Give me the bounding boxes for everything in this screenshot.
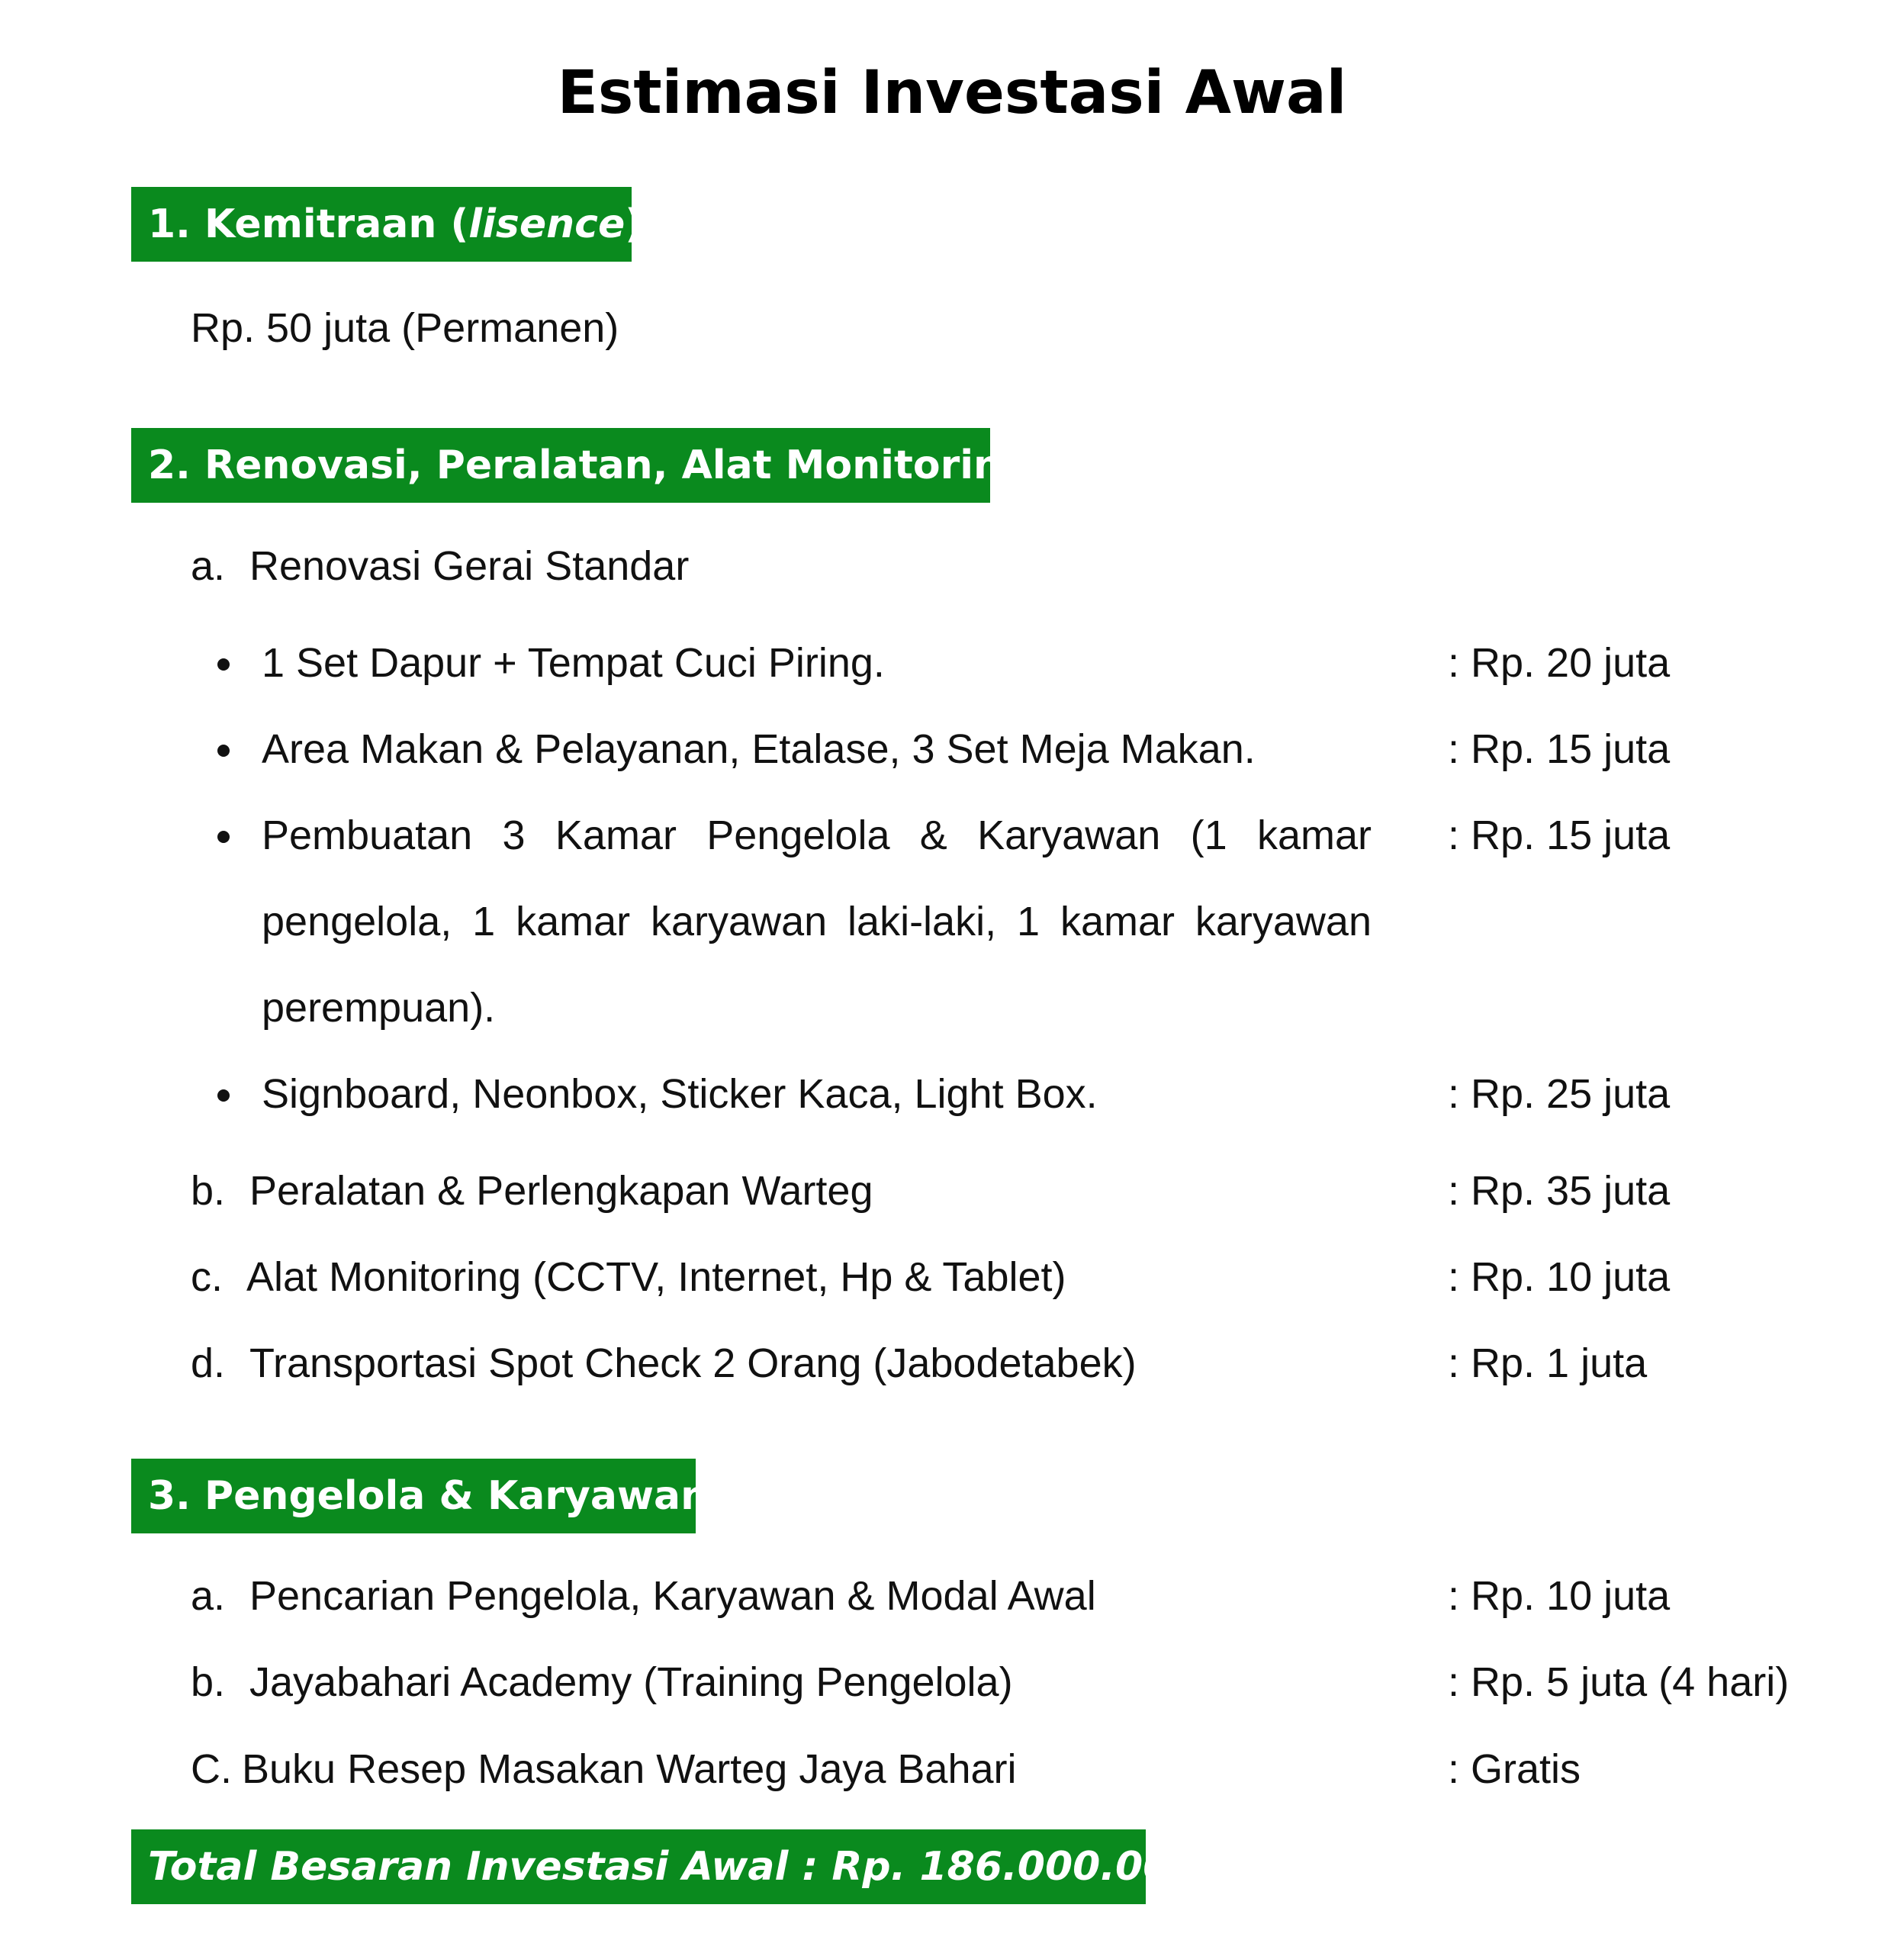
item-amount: : Rp. 10 juta (1448, 1573, 1671, 1619)
section-1-heading-italic: lisence (468, 201, 626, 247)
item-marker: d. (191, 1340, 226, 1386)
item-marker: b. (191, 1659, 226, 1705)
bullet-dot (217, 745, 230, 757)
item-label: Renovasi Gerai Standar (249, 543, 690, 589)
bullet-amount: : Rp. 20 juta (1448, 640, 1671, 686)
item-label: Alat Monitoring (CCTV, Internet, Hp & Tablet) (246, 1254, 1066, 1300)
bullet-amount: : Rp. 15 juta (1448, 726, 1671, 772)
total-investment: Total Besaran Investasi Awal : Rp. 186.000.000 (131, 1829, 1146, 1904)
item-amount: : Rp. 10 juta (1448, 1254, 1671, 1300)
bullet-dot (217, 1089, 230, 1102)
section-1-heading-prefix: 1. Kemitraan ( (148, 201, 469, 247)
bullet-dot (217, 658, 230, 671)
item-label: Jayabahari Academy (Training Pengelola) (249, 1659, 1013, 1705)
bullet-amount: : Rp. 25 juta (1448, 1071, 1671, 1117)
section-1-heading (131, 187, 644, 262)
item-amount: : Gratis (1448, 1746, 1581, 1792)
bullet-dot (217, 831, 230, 843)
section-2-heading: 2. Renovasi, Peralatan, Alat Monitoring (131, 428, 990, 503)
section-3-heading: 3. Pengelola & Karyawan (131, 1459, 696, 1533)
section-1-heading-suffix: ) (625, 201, 644, 247)
item-marker: a. (191, 543, 226, 589)
section-1-detail: Rp. 50 juta (Permanen) (191, 305, 619, 351)
item-label: Peralatan & Perlengkapan Warteg (249, 1168, 873, 1214)
item-label: Pencarian Pengelola, Karyawan & Modal Awal (249, 1573, 1096, 1619)
item-amount: : Rp. 1 juta (1448, 1340, 1648, 1386)
item-label: Transportasi Spot Check 2 Orang (Jabodetabek) (249, 1340, 1137, 1386)
page-title: Estimasi Investasi Awal (557, 59, 1347, 127)
item-amount: : Rp. 5 juta (4 hari) (1448, 1659, 1790, 1705)
bullet-amount: : Rp. 15 juta (1448, 812, 1671, 858)
item-marker: c. (191, 1254, 224, 1300)
item-label: Buku Resep Masakan Warteg Jaya Bahari (242, 1746, 1017, 1792)
item-marker: C. (191, 1746, 232, 1792)
bullet-text: 1 Set Dapur + Tempat Cuci Piring. (262, 640, 885, 686)
item-amount: : Rp. 35 juta (1448, 1168, 1671, 1214)
bullet-text: Area Makan & Pelayanan, Etalase, 3 Set Meja Makan. (262, 726, 1256, 772)
item-marker: a. (191, 1573, 226, 1619)
item-marker: b. (191, 1168, 226, 1214)
bullet-text: Signboard, Neonbox, Sticker Kaca, Light Box. (262, 1071, 1098, 1117)
bullet-text: Pembuatan 3 Kamar Pengelola & Karyawan (1 kamar pengelola, 1 kamar karyawan laki-laki, 1 kamar karyawan perempuan). (262, 812, 1372, 1031)
